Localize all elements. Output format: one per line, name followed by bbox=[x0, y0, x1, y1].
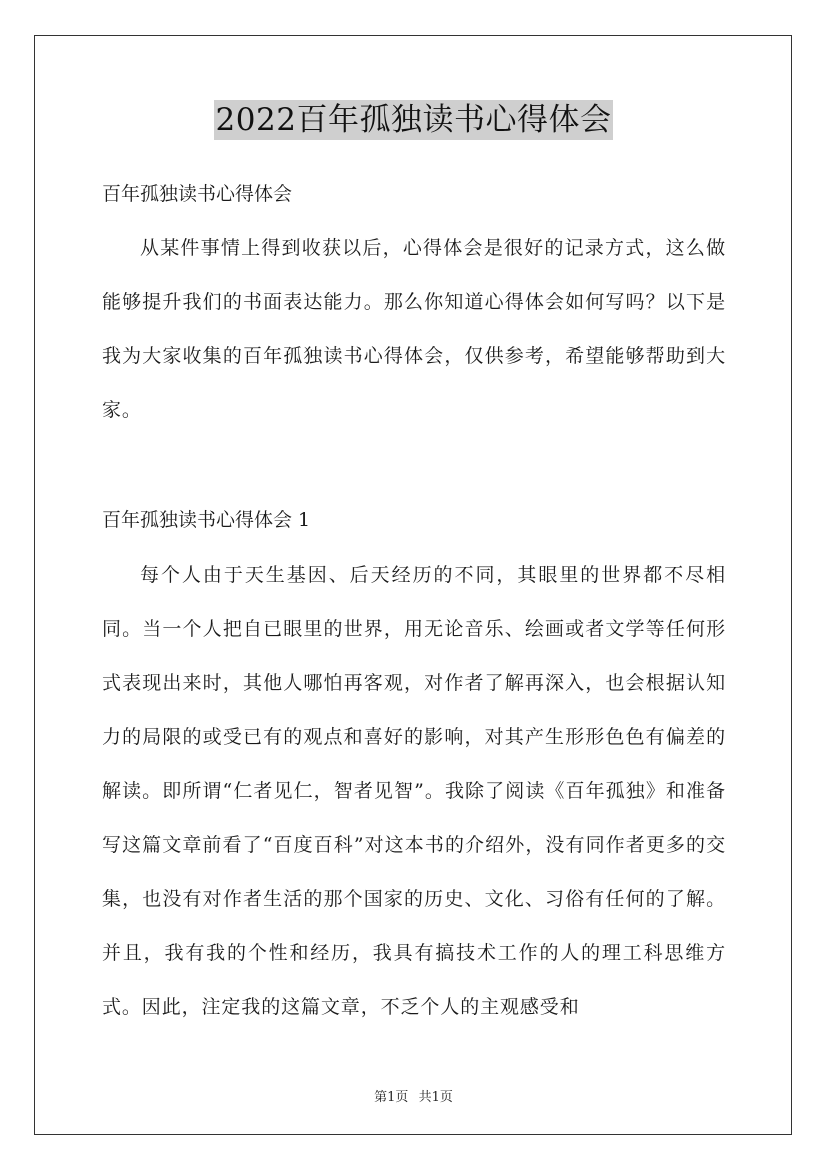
page-number: 第1页 bbox=[374, 1090, 409, 1105]
page-total: 共1页 bbox=[418, 1090, 453, 1105]
page-footer bbox=[0, 1086, 827, 1105]
intro-paragraph: 从某件事情上得到收获以后，心得体会是很好的记录方式，这么做能够提升我们的书面表达能力。那么你知道心得体会如何写吗？以下是我为大家收集的百年孤独读书心得体会，仅供参考，希望能够帮助到大家。 bbox=[102, 237, 726, 421]
document-title: 2022百年孤独读书心得体会 bbox=[215, 102, 612, 138]
section1-paragraph: 每个人由于天生基因、后天经历的不同，其眼里的世界都不尽相同。当一个人把自已眼里的世界，用无论音乐、绘画或者文学等任何形式表现出来时，其他人哪怕再客观，对作者了解再深入，也会根据认知力的局限的或受已有的观点和喜好的影响，对其产生形形色色有偏差的解读。即所谓“仁者见仁，智者见智”。我除了阅读《百年孤独》和准备写这篇文章前看了“百度百科”对这本书的介绍外，没有同作者更多的交集，也没有对作者生活的那个国家的历史、文化、习俗有任何的了解。并且，我有我的个性和经历，我具有搞技术工作的人的理工科思维方式。因此，注定我的这篇文章，不乏个人的主观感受和 bbox=[102, 564, 726, 1018]
intro-heading: 百年孤独读书心得体会 bbox=[102, 183, 293, 205]
title-container bbox=[0, 100, 827, 140]
section1-heading: 百年孤独读书心得体会 1 bbox=[102, 509, 311, 531]
